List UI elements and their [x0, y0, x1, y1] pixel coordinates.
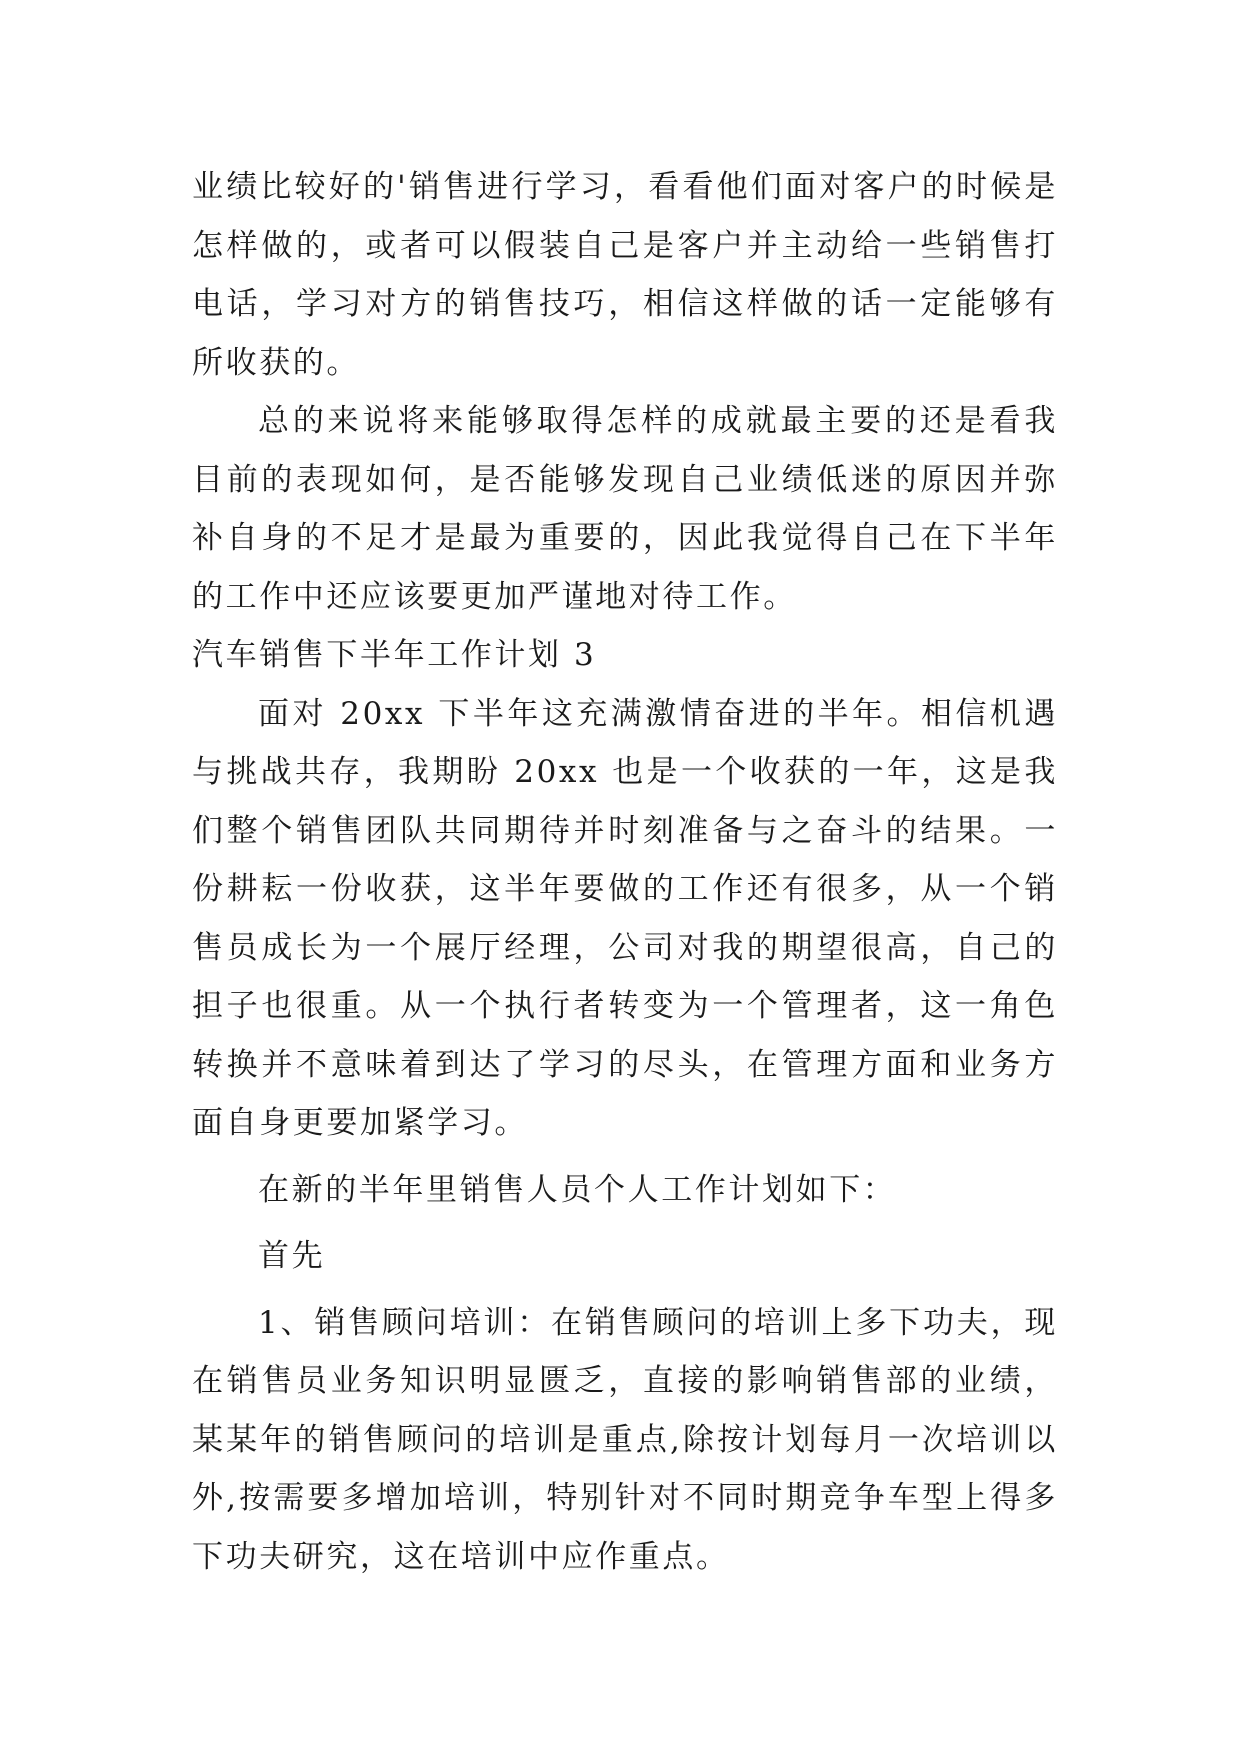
paragraph-first: 首先 [258, 1238, 326, 1274]
paragraph-continued: 业绩比较好的'销售进行学习，看看他们面对客户的时候是怎样做的，或者可以假装自己是客户并主动给一些销售打电话，学习对方的销售技巧，相信这样做的话一定能够有所收获的。 [192, 169, 1058, 381]
paragraph-intro: 面对 20xx 下半年这充满激情奋进的半年。相信机遇与挑战共存，我期盼 20xx 也是一个收获的一年，这是我们整个销售团队共同期待并时刻准备与之奋斗的结果。一份耕耘一份收获，这半年要做的工作还有很多，从一个销售员成长为一个展厅经理，公司对我的期望很高，自己的担子也很重。从一个执行者转变为一个管理者，这一角色转换并不意味着到达了学习的尽头，在管理方面和业务方面自身更要加紧学习。 [192, 695, 1058, 1141]
paragraph-item-1: 1、销售顾问培训：在销售顾问的培训上多下功夫，现在销售员业务知识明显匮乏，直接的影响销售部的业绩，某某年的销售顾问的培训是重点,除按计划每月一次培训以外,按需要多增加培训，特别针对不同时期竞争车型上得多下功夫研究，这在培训中应作重点。 [192, 1304, 1058, 1575]
document-page [192, 158, 1058, 1586]
paragraph-summary: 总的来说将来能够取得怎样的成就最主要的还是看我目前的表现如何，是否能够发现自己业绩低迷的原因并弥补自身的不足才是最为重要的，因此我觉得自己在下半年的工作中还应该要更加严谨地对待工作。 [192, 403, 1058, 615]
paragraph-plan-lead: 在新的半年里销售人员个人工作计划如下： [258, 1171, 897, 1208]
section-heading: 汽车销售下半年工作计划 3 [192, 637, 597, 673]
